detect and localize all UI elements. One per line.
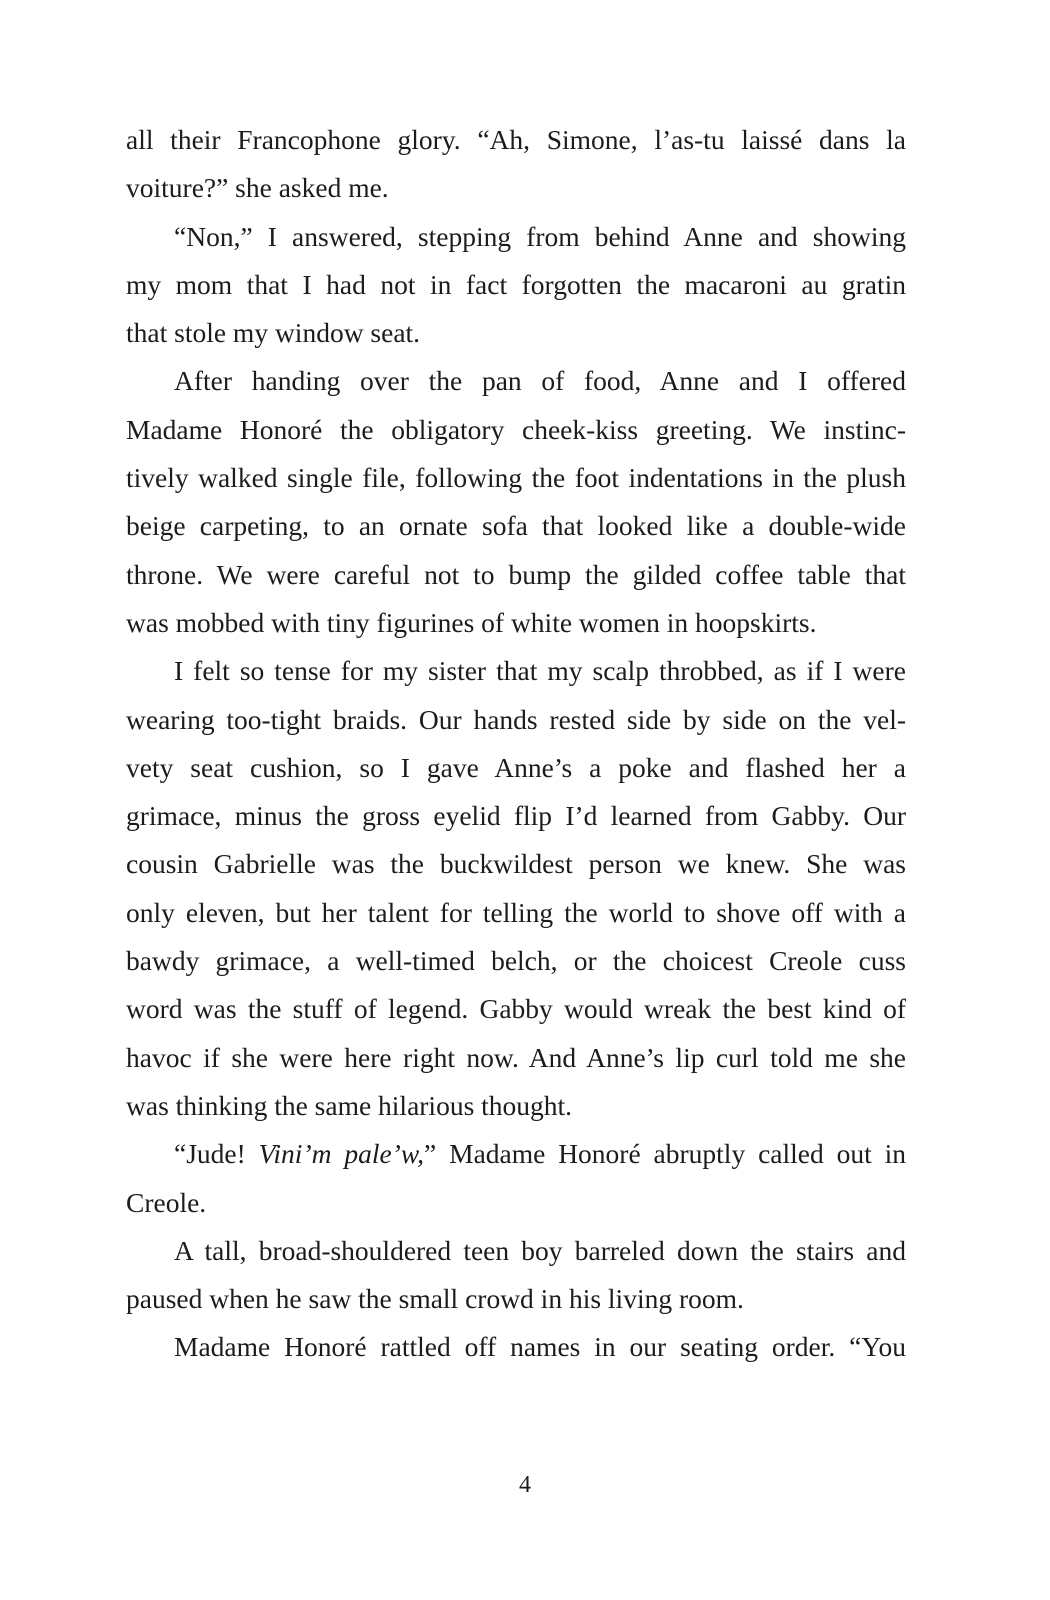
text-line: only eleven, but her talent for telling the world to shove off with a (126, 896, 906, 928)
text-line: my mom that I had not in fact forgotten the macaroni au gratin (126, 268, 906, 300)
text-line: was mobbed with tiny figurines of white women in hoopskirts. (126, 606, 817, 638)
text-line: “Non,” I answered, stepping from behind Anne and showing (174, 220, 906, 252)
italic-text: Vini’m pale’w, (258, 1138, 425, 1170)
text-line: havoc if she were here right now. And Anne’s lip curl told me she (126, 1041, 906, 1073)
text-line: Madame Honoré rattled off names in our seating order. “You (174, 1331, 906, 1363)
text-line: Creole. (126, 1186, 207, 1218)
text-line: paused when he saw the small crowd in his living room. (126, 1283, 744, 1315)
text-line: that stole my window seat. (126, 317, 421, 349)
body-text (126, 116, 906, 1372)
page-number: 4 (519, 1472, 531, 1498)
text-line (126, 1130, 906, 1178)
text-line: cousin Gabrielle was the buckwildest person we knew. She was (126, 848, 906, 880)
text-line: A tall, broad-shouldered teen boy barreled down the stairs and (174, 1234, 906, 1266)
text-line: grimace, minus the gross eyelid flip I’d learned from Gabby. Our (126, 800, 906, 832)
text-line: I felt so tense for my sister that my scalp throbbed, as if I were (174, 655, 906, 687)
text-line: voiture?” she asked me. (126, 172, 389, 204)
text-line: tively walked single file, following the foot indentations in the plush (126, 462, 906, 494)
text-segment: ” Madame Honoré abruptly called out in (424, 1138, 906, 1170)
text-segment: “Jude! (174, 1138, 259, 1170)
text-line: wearing too-tight braids. Our hands rested side by side on the vel- (126, 703, 906, 735)
text-line: beige carpeting, to an ornate sofa that looked like a double-wide (126, 510, 906, 542)
text-line: After handing over the pan of food, Anne and I offered (174, 365, 906, 397)
text-line: word was the stuff of legend. Gabby would wreak the best kind of (126, 993, 906, 1025)
text-line: was thinking the same hilarious thought. (126, 1089, 573, 1121)
text-line: vety seat cushion, so I gave Anne’s a poke and flashed her a (126, 751, 906, 783)
text-line: bawdy grimace, a well-timed belch, or the choicest Creole cuss (126, 945, 906, 977)
text-line: Madame Honoré the obligatory cheek-kiss greeting. We instinc- (126, 413, 906, 445)
text-line: throne. We were careful not to bump the gilded coffee table that (126, 558, 906, 590)
text-line: all their Francophone glory. “Ah, Simone, l’as-tu laissé dans la (126, 124, 906, 155)
